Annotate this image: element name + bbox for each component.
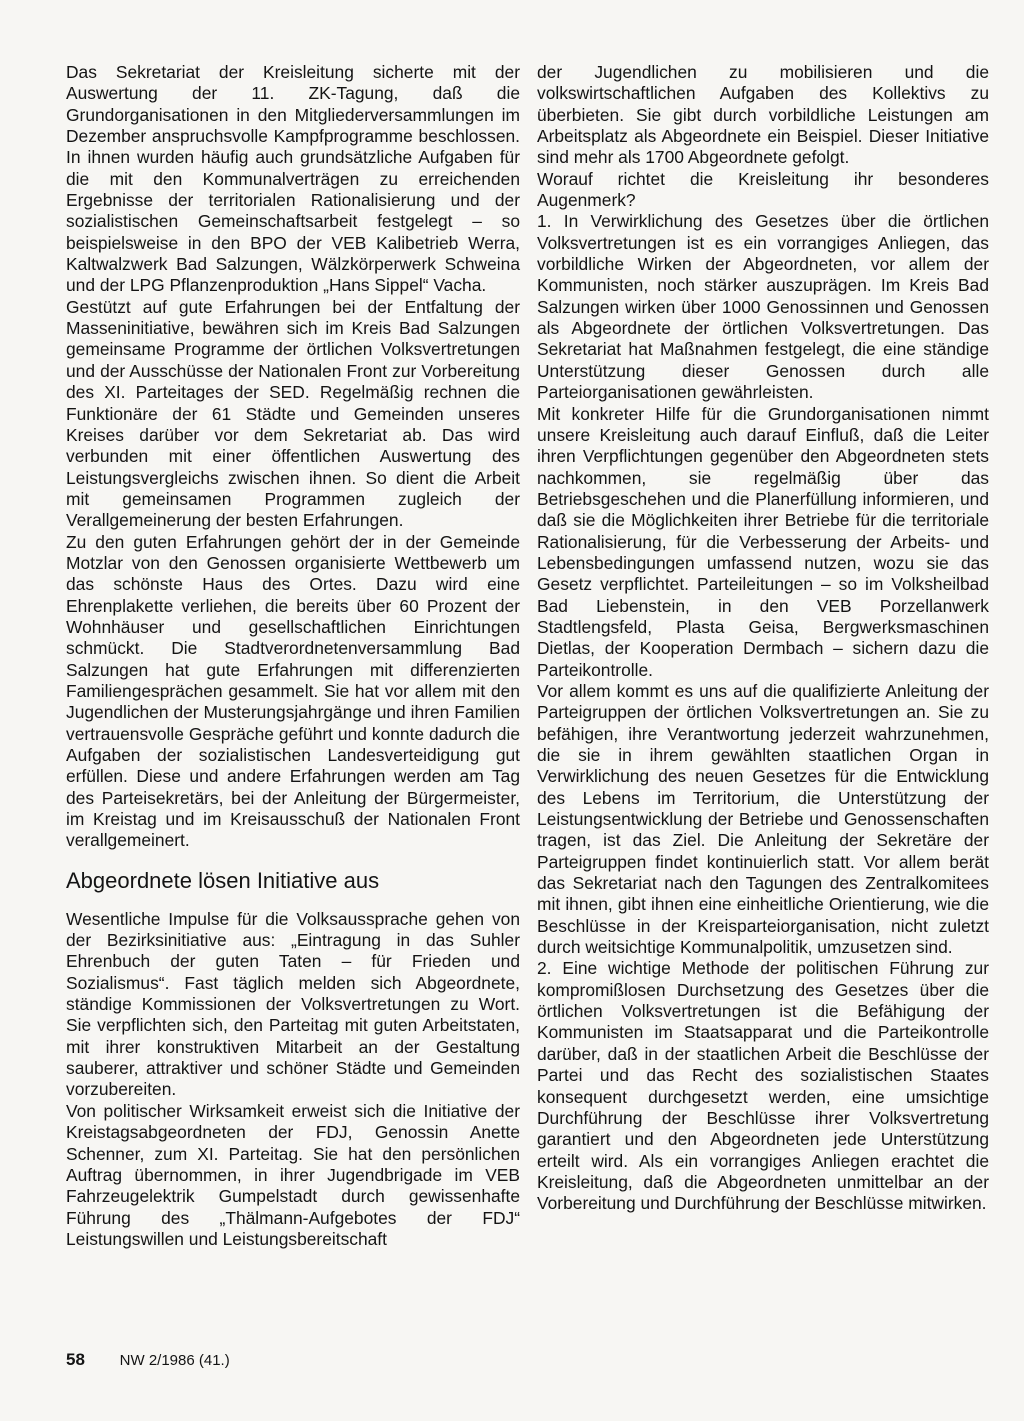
issue-label: NW 2/1986 (41.): [119, 1352, 230, 1369]
left-column: [66, 62, 520, 1250]
paragraph: Mit konkreter Hilfe für die Grundorganisationen nimmt unsere Kreisleitung auch darauf Einfluß, daß die Leiter ihren Verpflichtungen gegenüber den Abgeordneten stets nachkommen, sie regelmäßig über das Betriebsgeschehen und die Planerfüllung informieren, und daß sie die Möglichkeiten ihrer Betriebe für die territoriale Rationalisierung, für die Verbesserung der Arbeits- und Lebensbedingungen umfassend nutzen, wozu sie das Gesetz verpflichtet. Parteileitungen – so im Volksheilbad Bad Liebenstein, in den VEB Porzellanwerk Stadtlengsfeld, Plasta Geisa, Bergwerksmaschinen Dietlas, der Kooperation Dermbach – sichern dazu die Parteikontrolle.: [537, 403, 989, 680]
paragraph: Zu den guten Erfahrungen gehört der in der Gemeinde Motzlar von den Genossen organisierte Wettbewerb um das schönste Haus des Ortes. Dazu wird eine Ehrenplakette verliehen, die bereits über 60 Prozent der Wohnhäuser und gesellschaftlichen Einrichtungen schmückt. Die Stadtverordnetenversammlung Bad Salzungen hat gute Erfahrungen mit differenzierten Familiengesprächen gesammelt. Sie hat vor allem mit den Jugendlichen der Musterungsjahrgänge und ihren Familien vertrauensvolle Gespräche geführt und konnte dadurch die Aufgaben der sozialistischen Landesverteidigung gut erfüllen. Diese und andere Erfahrungen werden am Tag des Parteisekretärs, bei der Anleitung der Bürgermeister, im Kreistag und im Kreisausschuß der Nationalen Front verallgemeinert.: [66, 531, 520, 851]
page-number: 58: [66, 1350, 85, 1369]
paragraph: der Jugendlichen zu mobilisieren und die volkswirtschaftlichen Aufgaben des Kollektivs zu überbieten. Sie gibt durch vorbildliche Leistungen am Arbeitsplatz als Abgeordnete ein Beispiel. Dieser Initiative sind mehr als 1700 Abgeordnete gefolgt.: [537, 62, 989, 168]
paragraph: Das Sekretariat der Kreisleitung sicherte mit der Auswertung der 11. ZK-Tagung, daß die Grundorganisationen in den Mitgliederversammlungen im Dezember anspruchsvolle Kampfprogramme beschlossen. In ihnen wurden häufig auch grundsätzliche Aufgaben für die mit den Kommunalverträgen zu erreichenden Ergebnisse der territorialen Rationalisierung und der sozialistischen Gemeinschaftsarbeit festgelegt – so beispielsweise in den BPO der VEB Kalibetrieb Werra, Kaltwalzwerk Bad Salzungen, Wälzkörperwerk Schweina und der LPG Pflanzenproduktion „Hans Sippel“ Vacha.: [66, 62, 520, 296]
paragraph: Vor allem kommt es uns auf die qualifizierte Anleitung der Parteigruppen der örtlichen Volksvertretungen an. Sie zu befähigen, ihre Verantwortung jederzeit wahrzunehmen, die sie in ihrem gewählten staatlichen Organ in Verwirklichung des neuen Gesetzes für die Entwicklung des Lebens im Territorium, die Unterstützung der Leistungsentwicklung der Betriebe und Genossenschaften tragen, ist das Ziel. Die Anleitung der Sekretäre der Parteigruppen findet kontinuierlich statt. Vor allem berät das Sekretariat nach den Tagungen des Zentralkomitees mit ihnen, gibt ihnen eine einheitliche Orientierung, wie die Beschlüsse in der Kreisparteiorganisation, nicht zuletzt durch weitsichtige Kommunalpolitik, umzusetzen sind.: [537, 680, 989, 958]
page-footer: [66, 1350, 230, 1371]
paragraph: 2. Eine wichtige Methode der politischen Führung zur kompromißlosen Durchsetzung des Gesetzes über die örtlichen Volksvertretungen ist die Befähigung der Kommunisten im Staatsapparat und die Parteikontrolle darüber, daß in der staatlichen Arbeit die Beschlüsse der Partei und das Recht des sozialistischen Staates konsequent durchgesetzt werden, eine umsichtige Durchführung der Beschlüsse ihrer Volksvertretung garantiert und den Abgeordneten jede Unterstützung erteilt wird. Als ein vorrangiges Anliegen erachtet die Kreisleitung, daß die Abgeordneten unmittelbar an der Vorbereitung und Durchführung der Beschlüsse mitwirken.: [537, 958, 989, 1214]
paragraph: 1. In Verwirklichung des Gesetzes über die örtlichen Volksvertretungen ist es ein vorrangiges Anliegen, das vorbildliche Wirken der Abgeordneten, vor allem der Kommunisten, noch stärker auszuprägen. Im Kreis Bad Salzungen wirken über 1000 Genossinnen und Genossen als Abgeordnete der örtlichen Volksvertretungen. Das Sekretariat hat Maßnahmen festgelegt, die eine ständige Unterstützung dieser Genossen durch alle Parteiorganisationen gewährleisten.: [537, 211, 989, 403]
right-column: [537, 62, 989, 1215]
paragraph: Worauf richtet die Kreisleitung ihr besonderes Augenmerk?: [537, 168, 989, 211]
paragraph: Gestützt auf gute Erfahrungen bei der Entfaltung der Masseninitiative, bewähren sich im Kreis Bad Salzungen gemeinsame Programme der örtlichen Volksvertretungen und der Ausschüsse der Nationalen Front zur Vorbereitung des XI. Parteitages der SED. Regelmäßig rechnen die Funktionäre der 61 Städte und Gemeinden unseres Kreises darüber vor dem Sekretariat ab. Das wird verbunden mit einer öffentlichen Auswertung des Leistungsvergleichs zwischen ihnen. So dient die Arbeit mit gemeinsamen Programmen zugleich der Verallgemeinerung der besten Erfahrungen.: [66, 296, 520, 531]
paragraph: Wesentliche Impulse für die Volksaussprache gehen von der Bezirksinitiative aus: „Eintragung in das Suhler Ehrenbuch der guten Taten – für Frieden und Sozialismus“. Fast täglich melden sich Abgeordnete, ständige Kommissionen der Volksvertretungen zu Wort. Sie verpflichten sich, den Parteitag mit guten Arbeitstaten, mit ihrer konstruktiven Mitarbeit an der Gestaltung sauberer, attraktiver und schöner Städte und Gemeinden vorzubereiten.: [66, 908, 520, 1100]
section-heading: Abgeordnete lösen Initiative aus: [66, 867, 380, 893]
paragraph: Von politischer Wirksamkeit erweist sich die Initiative der Kreistagsabgeordneten der FDJ, Genossin Anette Schenner, zum XI. Parteitag. Sie hat den persönlichen Auftrag übernommen, in ihrer Jugendbrigade im VEB Fahrzeugelektrik Gumpelstadt durch gewissenhafte Führung des „Thälmann-Aufgebotes der FDJ“ Leistungswillen und Leistungsbereitschaft: [66, 1100, 520, 1249]
